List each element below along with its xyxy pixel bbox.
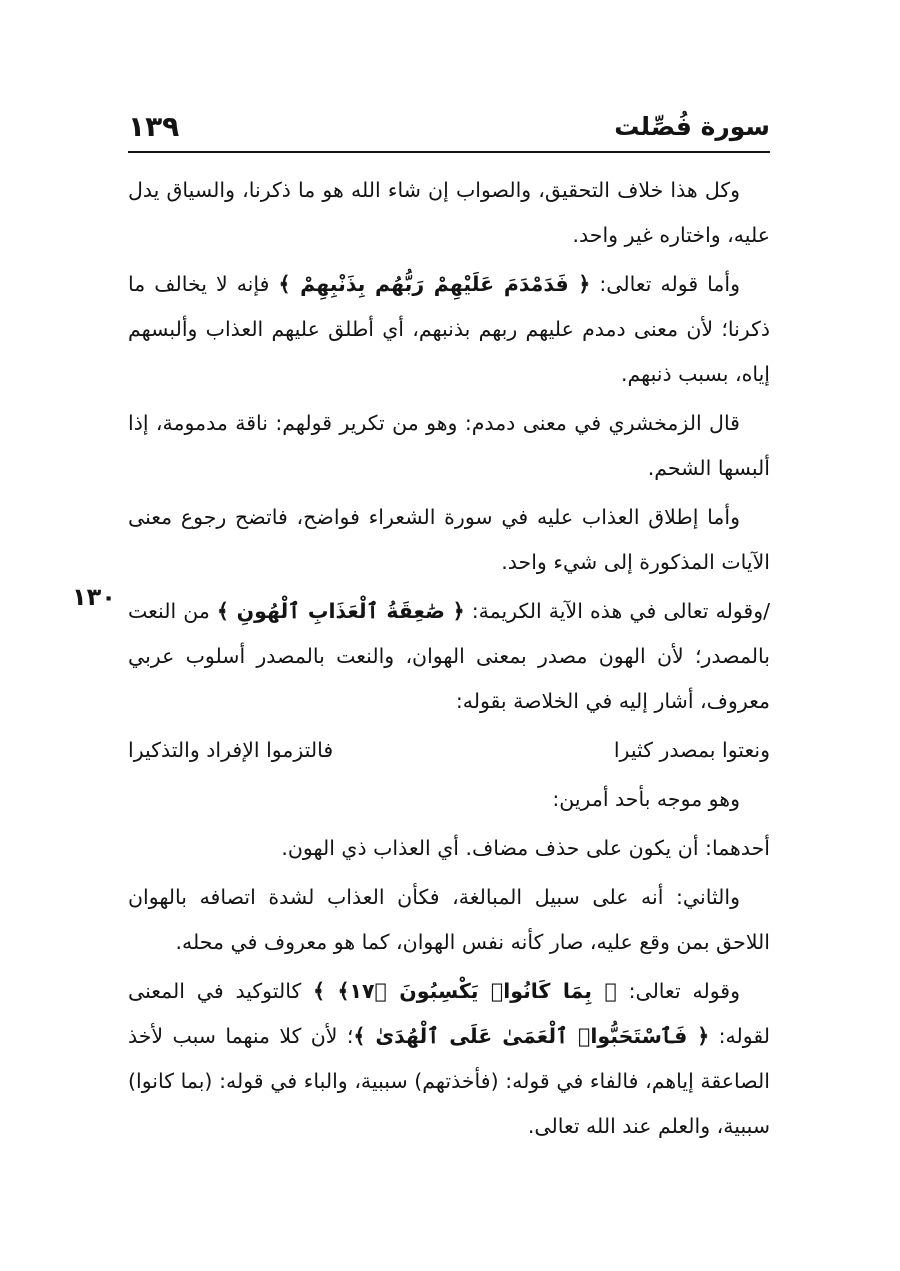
paragraph-9-text-c: ؛ لأن كلا منهما سبب لأخذ الصاعقة إياهم، فالفاء في قوله: (فأخذتهم) سببية، والباء في قوله: (بما كانوا) سببية، والعلم عند الله تعالى. [128, 1024, 770, 1138]
paragraph-9 [128, 969, 770, 1149]
paragraph-5-text-b: من النعت بالمصدر؛ لأن الهون مصدر بمعنى الهوان، والنعت بالمصدر أسلوب عربي معروف، أشار إليه في الخلاصة بقوله: [128, 599, 770, 713]
paragraph-5-text-a: /وقوله تعالى في هذه الآية الكريمة: [464, 599, 771, 623]
paragraph-6: وهو موجه بأحد أمرين: [552, 787, 740, 811]
quran-verse: ﴿ فَٱسْتَحَبُّوا۟ ٱلْعَمَىٰ عَلَى ٱلْهُدَىٰ ﴾ [353, 1024, 710, 1048]
paragraph-9-text-a: وقوله تعالى: [616, 979, 740, 1003]
page-body [128, 168, 770, 1153]
paragraph-2-text-a: وأما قوله تعالى: [590, 272, 740, 296]
running-title: سورة فُصِّلت [614, 112, 770, 141]
paragraph-1: وكل هذا خلاف التحقيق، والصواب إن شاء الله هو ما ذكرنا، والسياق يدل عليه، واختاره غير واحد. [128, 178, 770, 247]
paragraph-5 [128, 589, 770, 724]
paragraph-7: أحدهما: أن يكون على حذف مضاف. أي العذاب ذي الهون. [281, 836, 770, 860]
paragraph-2-text-b: فإنه لا يخالف ما ذكرنا؛ لأن معنى دمدم عليهم ربهم بذنبهم، أي أطلق عليهم العذاب وألبسهم إياه، بسبب ذنبهم. [128, 272, 770, 386]
page-header [128, 108, 770, 152]
paragraph-9-text-b: كالتوكيد في المعنى لقوله: [128, 979, 770, 1048]
poem-hemistich-right: ونعتوا بمصدر كثيرا [613, 738, 770, 762]
paragraph-3: قال الزمخشري في معنى دمدم: وهو من تكرير قولهم: ناقة مدمومة، إذا ألبسها الشحم. [128, 411, 770, 480]
page-number: ١٣٩ [128, 110, 180, 143]
poem-hemistich-left: فالتزموا الإفراد والتذكيرا [128, 738, 334, 762]
poetry-line [128, 728, 770, 773]
quran-verse: ﴿ فَدَمْدَمَ عَلَيْهِمْ رَبُّهُم بِذَنْبِهِمْ ﴾ [278, 272, 591, 296]
quran-verse: ﴿ بِمَا كَانُوا۟ يَكْسِبُونَ ﴿١٧﴾ ﴾ [313, 979, 617, 1003]
paragraph-8: والثاني: أنه على سبيل المبالغة، فكأن العذاب لشدة اتصافه بالهوان اللاحق بمن وقع عليه، صار كأنه نفس الهوان، كما هو معروف في محله. [128, 885, 770, 954]
header-rule [128, 151, 770, 153]
quran-verse: ﴿ صَٰعِقَةُ ٱلْعَذَابِ ٱلْهُونِ ﴾ [216, 599, 465, 623]
margin-page-reference: ١٣٠ [72, 583, 116, 611]
paragraph-4: وأما إطلاق العذاب عليه في سورة الشعراء فواضح، فاتضح رجوع معنى الآيات المذكورة إلى شيء واحد. [128, 505, 770, 574]
paragraph-2 [128, 262, 770, 397]
